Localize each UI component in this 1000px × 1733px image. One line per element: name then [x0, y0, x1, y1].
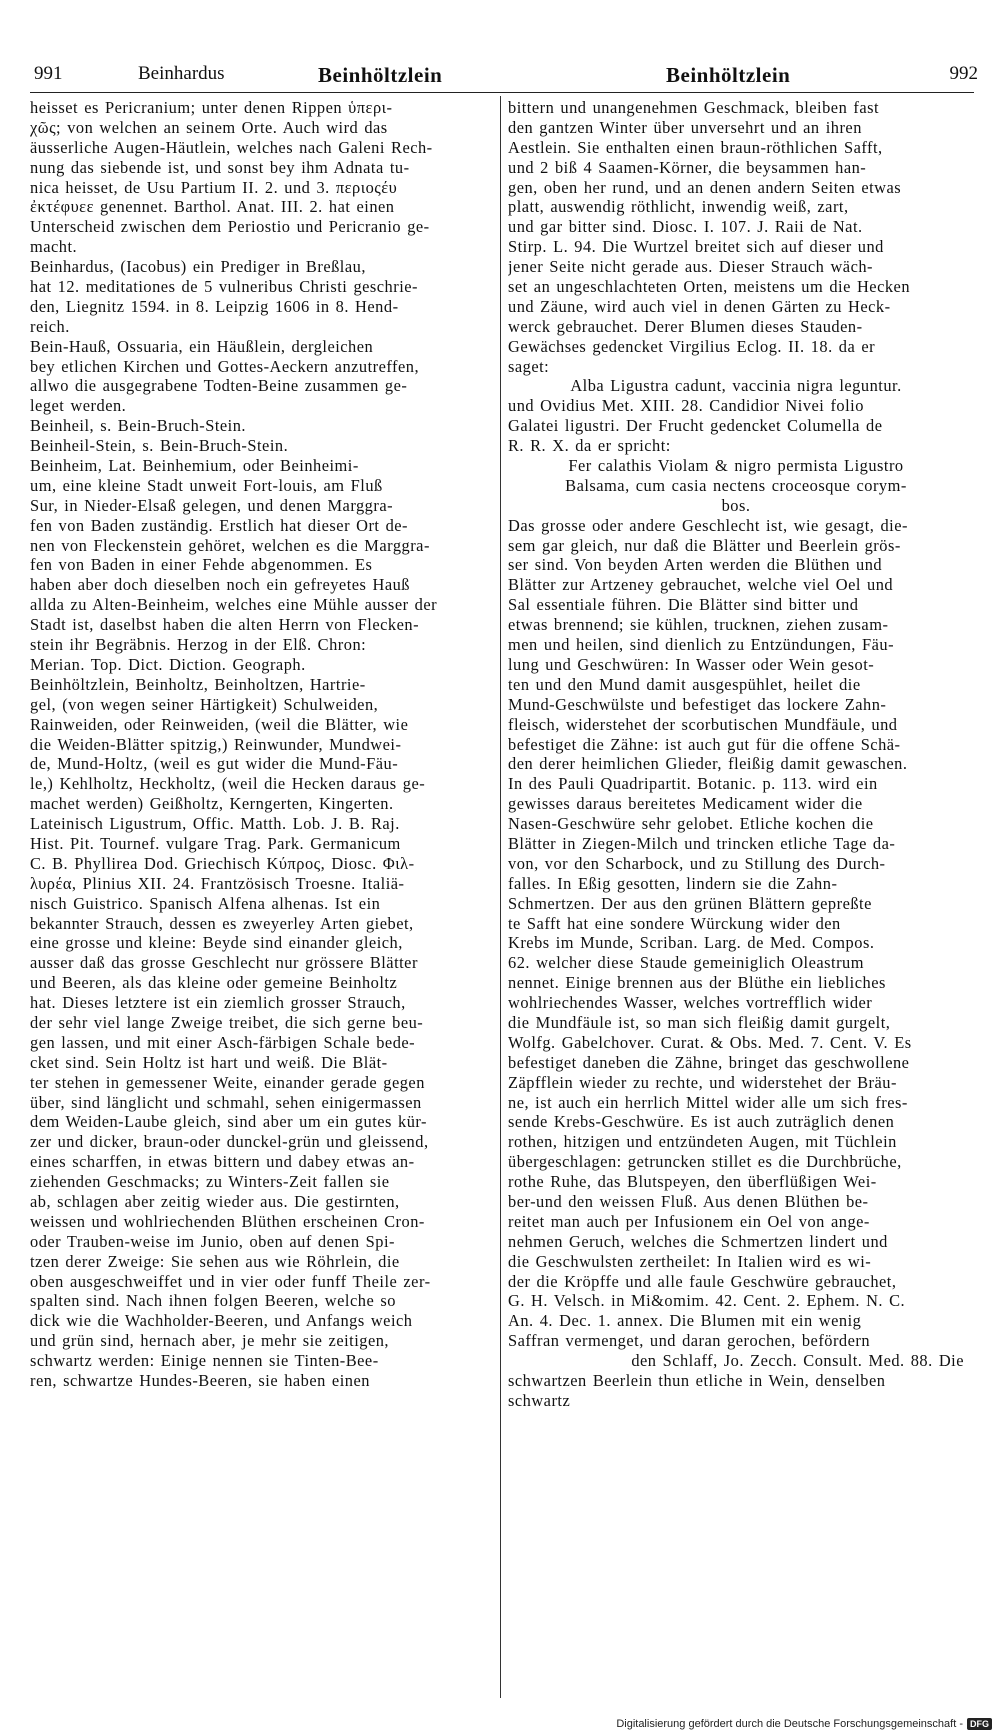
text-line: Krebs im Munde, Scriban. Larg. de Med. Compos.	[508, 933, 875, 953]
text-line: oder Trauben-weise im Junio, oben auf denen Spi-	[30, 1231, 395, 1251]
text-line: Blätter zur Artzeney gebrauchet, welche viel Oel und	[508, 575, 894, 595]
text-line: falles. In Eßig gesotten, lindern sie die Zahn-	[508, 873, 838, 893]
text-line: ren, schwartze Hundes-Beeren, sie haben einen	[30, 1371, 370, 1390]
header-rule	[30, 92, 974, 93]
text-line: jener Seite nicht gerade aus. Dieser Strauch wäch-	[508, 257, 873, 277]
text-line: und Ovidius Met. XIII. 28. Candidior Nivei folio	[508, 396, 864, 416]
text-line: Beinhöltzlein, Beinholtz, Beinholtzen, Hartrie-	[30, 674, 366, 694]
text-line: Zäpfflein wieder zu rechte, und widerstehet der Bräu-	[508, 1072, 897, 1092]
text-line: Sal essentiale führen. Die Blätter sind bitter und	[508, 595, 859, 615]
text-line: gen lassen, und mit einer Asch-färbigen Schale bede-	[30, 1032, 416, 1052]
text-line: gel, (von wegen seiner Härtigkeit) Schulweiden,	[30, 694, 379, 714]
text-line: ab, schlagen aber zeitig wieder aus. Die gestirnten,	[30, 1191, 400, 1211]
text-line: Unterscheid zwischen dem Periostio und Pericranio ge-	[30, 217, 430, 237]
text-line: fen von Baden zuständig. Erstlich hat dieser Ort de-	[30, 515, 409, 535]
text-line: Wolfg. Gabelchover. Curat. & Obs. Med. 7. Cent. V. Es	[508, 1032, 912, 1052]
text-line: wohlriechendes Wasser, welches vortrefflich wider	[508, 993, 873, 1013]
page-number-right: 992	[949, 63, 978, 84]
text-line: χῶς; von welchen an seinem Orte. Auch wird das	[30, 117, 388, 137]
keyword-right: Beinhöltzlein	[666, 63, 791, 87]
text-line: den derer heimlichen Glieder, fleißig damit gewaschen.	[508, 754, 908, 774]
text-line: In des Pauli Quadripartit. Botanic. p. 113. wird ein	[508, 774, 878, 794]
text-line: der die Kröpffe und alle faule Geschwüre gebrauchet,	[508, 1271, 897, 1291]
text-line: sende Krebs-Geschwüre. Es ist auch zuträglich denen	[508, 1112, 895, 1132]
text-line: Lateinisch Ligustrum, Offic. Matth. Lob. J. B. Raj.	[30, 814, 400, 834]
text-line: eines scharffen, in etwas bittern und dabey etwas an-	[30, 1152, 415, 1172]
text-line: Rainweiden, oder Reinweiden, (weil die Blätter, wie	[30, 714, 409, 734]
text-line: An. 4. Dec. 1. annex. Die Blumen mit ein wenig	[508, 1311, 862, 1331]
text-line: schwartz werden: Einige nennen sie Tinten-Bee-	[30, 1351, 379, 1371]
text-line: Balsama, cum casia nectens croceosque corym-	[565, 475, 907, 495]
text-line: nung das siebende ist, und sonst bey ihm Adnata tu-	[30, 157, 410, 177]
text-line: Alba Ligustra cadunt, vaccinia nigra leguntur.	[570, 376, 902, 396]
text-line: saget:	[508, 356, 550, 376]
text-line: und Beeren, als das kleine oder gemeine Beinholtz	[30, 973, 398, 993]
text-line: reitet man auch per Infusionem ein Oel von ange-	[508, 1211, 870, 1231]
text-line: Sur, in Nieder-Elsaß gelegen, und denen Marggra-	[30, 495, 394, 515]
left-column	[30, 98, 482, 1391]
text-line: rothen, hitzigen und entzündeten Augen, mit Tüchlein	[508, 1132, 897, 1152]
text-line: befestiget die Zähne: ist auch gut für die offene Schä-	[508, 734, 901, 754]
text-line: um, eine kleine Stadt unweit Fort-louis, am Fluß	[30, 475, 383, 495]
text-line: Aestlein. Sie enthalten einen braun-röthlichen Safft,	[508, 137, 883, 157]
text-line: fleisch, widerstehet der scorbutischen Mundfäule, und	[508, 714, 898, 734]
text-line: Das grosse oder andere Geschlecht ist, wie gesagt, die-	[508, 515, 908, 535]
text-line: reich.	[30, 316, 70, 336]
text-line: gen, oben her rund, und an denen andern Seiten etwas	[508, 177, 902, 197]
text-line: sem gar gleich, nur daß die Blätter und Beerlein grös-	[508, 535, 901, 555]
text-line: hat 12. meditationes de 5 vulneribus Christi geschrie-	[30, 277, 419, 297]
text-line: heisset es Pericranium; unter denen Rippen ὑπερι-	[30, 98, 393, 117]
text-line: nehmen Geruch, welches die Schmertzen lindert und	[508, 1231, 888, 1251]
text-line: Blätter in Ziegen-Milch und trincken etliche Tage da-	[508, 833, 896, 853]
text-line: ziehenden Geschmacks; zu Winters-Zeit fallen sie	[30, 1172, 390, 1192]
text-line: den, Liegnitz 1594. in 8. Leipzig 1606 in 8. Hend-	[30, 296, 399, 316]
text-line: Saffran vermenget, und daran gerochen, befördern	[508, 1331, 871, 1351]
text-line: men und heilen, sind dienlich zu Entzündungen, Fäu-	[508, 635, 895, 655]
text-line: äusserliche Augen-Häutlein, welches nach Galeni Rech-	[30, 137, 433, 157]
footer-credit	[616, 1718, 992, 1730]
text-line: ten und den Mund damit ausgespühlet, heilet die	[508, 674, 861, 694]
text-line: spalten sind. Nach ihnen folgen Beeren, welche so	[30, 1291, 396, 1311]
text-line: die Mundfäule ist, so man sich fleißig damit gurgelt,	[508, 1012, 891, 1032]
text-line: etwas brennend; sie kühlen, trucknen, ziehen zusam-	[508, 615, 889, 635]
text-line: stein ihr Begräbnis. Herzog in der Elß. Chron:	[30, 635, 367, 655]
text-line: Beinhardus, (Iacobus) ein Prediger in Breßlau,	[30, 257, 366, 277]
text-line: Galatei ligustri. Der Frucht gedencket Columella de	[508, 416, 883, 436]
text-line: fen von Baden in einer Fehde abgenommen. Es	[30, 555, 373, 575]
text-line: weissen und wohlriechenden Blüthen erscheinen Cron-	[30, 1211, 425, 1231]
text-line: tzen derer Zweige: Sie sehen aus wie Röhrlein, die	[30, 1251, 400, 1271]
text-line: ἐκτέφυεε genennet. Barthol. Anat. III. 2. hat einen	[30, 197, 395, 217]
text-line: Merian. Top. Dict. Diction. Geograph.	[30, 654, 306, 674]
text-line: ausser daß das grosse Geschlecht nur grössere Blätter	[30, 953, 418, 973]
text-line: rothe Ruhe, das Blutspeyen, den überflüßigen Wei-	[508, 1172, 877, 1192]
text-line: bekannter Strauch, dessen es zweyerley Arten giebet,	[30, 913, 414, 933]
text-line: le,) Kehlholtz, Heckholtz, (weil die Hecken daraus ge-	[30, 774, 426, 794]
text-line: ne, ist auch ein herrlich Mittel wider alle um sich fres-	[508, 1092, 908, 1112]
text-line: eine grosse und kleine: Beyde sind einander gleich,	[30, 933, 403, 953]
text-line: schwartzen Beerlein thun etliche in Wein, denselben	[508, 1371, 886, 1390]
right-column	[508, 98, 964, 1411]
text-line: oben ausgeschweiffet und in vier oder funff Theile zer-	[30, 1271, 431, 1291]
text-line: te Safft hat eine sondere Würckung wider den	[508, 913, 841, 933]
text-line: und grün sind, hernach aber, je mehr sie zeitigen,	[30, 1331, 390, 1351]
text-line: und gar bitter sind. Diosc. I. 107. J. Raii de Nat.	[508, 217, 863, 237]
text-line: die Geschwulsten zertheilet: In Italien wird es wi-	[508, 1251, 872, 1271]
text-line: set an ungeschlachteten Orten, meistens um die Hecken	[508, 277, 911, 297]
text-line: den Schlaff, Jo. Zecch. Consult. Med. 88. Die	[631, 1351, 964, 1371]
text-line: 62. welcher diese Staude gemeiniglich Oleastrum	[508, 953, 864, 973]
text-line: Nasen-Geschwüre sehr gelobet. Etliche kochen die	[508, 814, 874, 834]
text-line: hat. Dieses letztere ist ein ziemlich grosser Strauch,	[30, 993, 406, 1013]
text-line: bittern und unangenehmen Geschmack, bleiben fast	[508, 98, 880, 117]
text-line: von, vor den Scharbock, und zu Stillung des Durch-	[508, 853, 886, 873]
text-line: ber-und den weissen Fluß. Aus denen Blüthen be-	[508, 1191, 869, 1211]
text-line: lung und Geschwüren: In Wasser oder Wein gesot-	[508, 654, 875, 674]
text-line: den gantzen Winter über unversehrt und an ihren	[508, 117, 862, 137]
text-line: de, Mund-Holtz, (weil es gut wider die Mund-Fäu-	[30, 754, 399, 774]
text-line: zer und dicker, braun-oder dunckel-grün und gleissend,	[30, 1132, 429, 1152]
text-line: Fer calathis Violam & nigro permista Ligustro	[568, 456, 904, 476]
text-line: schwartz	[508, 1390, 571, 1410]
text-line: und Zäune, wird auch viel in denen Gärten zu Heck-	[508, 296, 891, 316]
text-line: werck gebrauchet. Derer Blumen dieses Stauden-	[508, 316, 863, 336]
text-line: Schmertzen. Der aus den grünen Blättern gepreßte	[508, 893, 872, 913]
text-line: die Weiden-Blätter spitzig,) Reinwunder, Mundwei-	[30, 734, 402, 754]
text-line: macht.	[30, 237, 78, 257]
text-line: befestiget daneben die Zähne, bringet das geschwollene	[508, 1052, 910, 1072]
text-line: platt, auswendig röthlicht, inwendig weiß, zart,	[508, 197, 849, 217]
text-line: gewisses daraus bereitetes Medicament wider die	[508, 794, 863, 814]
text-line: haben aber doch dieselben noch ein gefreyetes Hauß	[30, 575, 411, 595]
text-line: Beinheil, s. Bein-Bruch-Stein.	[30, 416, 247, 436]
text-line: Mund-Geschwülste und befestiget das lockere Zahn-	[508, 694, 887, 714]
text-line: nen von Fleckenstein gehöret, welchen es die Marggra-	[30, 535, 430, 555]
text-line: Beinheim, Lat. Beinhemium, oder Beinheimi-	[30, 456, 359, 476]
text-line: bey etlichen Kirchen und Gottes-Aeckern anzutreffen,	[30, 356, 420, 376]
text-line: allda zu Alten-Beinheim, welches eine Mühle ausser der	[30, 595, 438, 615]
column-divider	[500, 96, 501, 1698]
text-line: C. B. Phyllirea Dod. Griechisch Κύπρος, Diosc. Φιλ-	[30, 853, 415, 873]
text-line: G. H. Velsch. in Mi&omim. 42. Cent. 2. Ephem. N. C.	[508, 1291, 906, 1311]
keyword-center: Beinhöltzlein	[318, 63, 443, 87]
text-line: Gewächses gedencket Virgilius Eclog. II. 18. da er	[508, 336, 876, 356]
text-line: nica heisset, de Usu Partium II. 2. und 3. περιοςέυ	[30, 177, 398, 197]
text-line: und 2 biß 4 Saamen-Körner, die beysammen han-	[508, 157, 867, 177]
text-line: allwo die ausgegrabene Todten-Beine zusammen ge-	[30, 376, 408, 396]
text-line: Hist. Pit. Tournef. vulgare Trag. Park. Germanicum	[30, 833, 401, 853]
text-line: machet werden) Geißholtz, Kerngerten, Kingerten.	[30, 794, 394, 814]
footer-text: Digitalisierung gefördert durch die Deutsche Forschungsgemeinschaft -	[616, 1718, 963, 1730]
dfg-logo: DFG	[967, 1718, 992, 1730]
text-line: Stirp. L. 94. Die Wurtzel breitet sich auf dieser und	[508, 237, 884, 257]
text-line: Stadt ist, daselbst haben die alten Herrn von Flecken-	[30, 615, 420, 635]
text-line: nisch Guistrico. Spanisch Alfena alhenas. Ist ein	[30, 893, 381, 913]
text-line: nennet. Einige brennen aus der Blüthe ein liebliches	[508, 973, 886, 993]
text-line: cket sind. Sein Holtz ist hart und weiß. Die Blät-	[30, 1052, 388, 1072]
text-line: bos.	[721, 495, 751, 515]
text-line: Beinheil-Stein, s. Bein-Bruch-Stein.	[30, 436, 289, 456]
text-line: leget werden.	[30, 396, 127, 416]
text-line: der sehr viel lange Zweige treibet, die sich gerne beu-	[30, 1012, 424, 1032]
text-line: über, sind länglicht und schmahl, sehen einigermassen	[30, 1092, 422, 1112]
keyword-left: Beinhardus	[138, 63, 225, 84]
text-line: Bein-Hauß, Ossuaria, ein Häußlein, dergleichen	[30, 336, 374, 356]
text-line: R. R. X. da er spricht:	[508, 436, 671, 456]
text-line: ser sind. Von beyden Arten werden die Blüthen und	[508, 555, 883, 575]
running-header	[34, 63, 978, 89]
text-line: λυρέα, Plinius XII. 24. Frantzösisch Troesne. Italiä-	[30, 873, 405, 893]
page-number-left: 991	[34, 63, 63, 84]
text-line: ter stehen in gemessener Weite, einander gerade gegen	[30, 1072, 425, 1092]
text-line: dem Weiden-Laube gleich, sind aber um ein gutes kür-	[30, 1112, 427, 1132]
text-line: dick wie die Wachholder-Beeren, und Anfangs weich	[30, 1311, 413, 1331]
text-line: übergeschlagen: getruncken stillet es die Durchbrüche,	[508, 1152, 902, 1172]
